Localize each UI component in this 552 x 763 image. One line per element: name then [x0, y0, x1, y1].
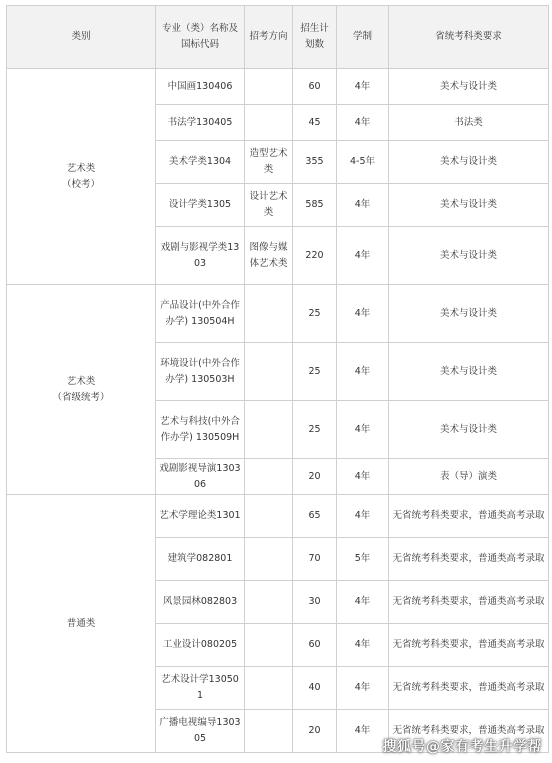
duration-cell: 4年	[337, 459, 389, 495]
header-row	[7, 6, 549, 69]
major-cell: 艺术学理论类1301	[156, 495, 245, 538]
duration-cell: 4年	[337, 401, 389, 459]
table-row	[7, 495, 549, 538]
exam-cell: 书法类	[389, 105, 549, 141]
plan-cell: 65	[293, 495, 337, 538]
direction-cell	[245, 495, 293, 538]
plan-cell: 70	[293, 538, 337, 581]
plan-cell: 60	[293, 624, 337, 667]
direction-cell	[245, 624, 293, 667]
direction-cell	[245, 459, 293, 495]
major-cell: 中国画130406	[156, 69, 245, 105]
exam-cell: 美术与设计类	[389, 184, 549, 227]
direction-cell	[245, 285, 293, 343]
category-cell: 普通类	[7, 495, 156, 753]
duration-cell: 4年	[337, 343, 389, 401]
exam-cell: 美术与设计类	[389, 69, 549, 105]
table-row	[7, 69, 549, 105]
exam-cell: 无省统考科类要求，普通类高考录取	[389, 667, 549, 710]
category-cell: 艺术类 （校考）	[7, 69, 156, 285]
direction-cell	[245, 581, 293, 624]
major-cell: 环境设计(中外合作办学) 130503H	[156, 343, 245, 401]
direction-cell	[245, 538, 293, 581]
exam-cell: 无省统考科类要求，普通类高考录取	[389, 710, 549, 753]
plan-cell: 45	[293, 105, 337, 141]
plan-cell: 355	[293, 141, 337, 184]
header-plan: 招生计划数	[293, 6, 337, 69]
plan-cell: 25	[293, 343, 337, 401]
direction-cell	[245, 69, 293, 105]
exam-cell: 美术与设计类	[389, 285, 549, 343]
direction-cell: 设计艺术类	[245, 184, 293, 227]
header-major: 专业（类）名称及国标代码	[156, 6, 245, 69]
major-cell: 产品设计(中外合作办学) 130504H	[156, 285, 245, 343]
major-cell: 风景园林082803	[156, 581, 245, 624]
exam-cell: 美术与设计类	[389, 141, 549, 184]
duration-cell: 4年	[337, 495, 389, 538]
header-exam: 省统考科类要求	[389, 6, 549, 69]
direction-cell	[245, 343, 293, 401]
admissions-table	[6, 5, 549, 753]
exam-cell: 无省统考科类要求，普通类高考录取	[389, 538, 549, 581]
duration-cell: 4年	[337, 710, 389, 753]
duration-cell: 5年	[337, 538, 389, 581]
duration-cell: 4年	[337, 667, 389, 710]
duration-cell: 4年	[337, 105, 389, 141]
table-row	[7, 285, 549, 343]
plan-cell: 20	[293, 459, 337, 495]
major-cell: 美术学类1304	[156, 141, 245, 184]
exam-cell: 无省统考科类要求，普通类高考录取	[389, 581, 549, 624]
plan-cell: 60	[293, 69, 337, 105]
plan-cell: 220	[293, 227, 337, 285]
major-cell: 书法学130405	[156, 105, 245, 141]
major-cell: 艺术设计学130501	[156, 667, 245, 710]
direction-cell: 图像与媒体艺术类	[245, 227, 293, 285]
exam-cell: 美术与设计类	[389, 227, 549, 285]
major-cell: 设计学类1305	[156, 184, 245, 227]
direction-cell	[245, 401, 293, 459]
exam-cell: 美术与设计类	[389, 401, 549, 459]
direction-cell	[245, 105, 293, 141]
exam-cell: 无省统考科类要求，普通类高考录取	[389, 495, 549, 538]
plan-cell: 20	[293, 710, 337, 753]
duration-cell: 4年	[337, 624, 389, 667]
duration-cell: 4年	[337, 285, 389, 343]
exam-cell: 表（导）演类	[389, 459, 549, 495]
direction-cell	[245, 667, 293, 710]
major-cell: 艺术与科技(中外合作办学) 130509H	[156, 401, 245, 459]
header-duration: 学制	[337, 6, 389, 69]
category-cell: 艺术类 （省级统考）	[7, 285, 156, 495]
plan-cell: 585	[293, 184, 337, 227]
plan-cell: 25	[293, 285, 337, 343]
plan-cell: 40	[293, 667, 337, 710]
duration-cell: 4-5年	[337, 141, 389, 184]
header-direction: 招考方向	[245, 6, 293, 69]
exam-cell: 无省统考科类要求，普通类高考录取	[389, 624, 549, 667]
plan-cell: 25	[293, 401, 337, 459]
major-cell: 广播电视编导130305	[156, 710, 245, 753]
duration-cell: 4年	[337, 581, 389, 624]
header-category: 类别	[7, 6, 156, 69]
duration-cell: 4年	[337, 184, 389, 227]
major-cell: 工业设计080205	[156, 624, 245, 667]
plan-cell: 30	[293, 581, 337, 624]
table-body	[7, 69, 549, 753]
major-cell: 戏剧影视导演130306	[156, 459, 245, 495]
direction-cell: 造型艺术类	[245, 141, 293, 184]
exam-cell: 美术与设计类	[389, 343, 549, 401]
watermark: 搜狐号@家有考生升学帮	[382, 739, 542, 755]
duration-cell: 4年	[337, 227, 389, 285]
duration-cell: 4年	[337, 69, 389, 105]
major-cell: 建筑学082801	[156, 538, 245, 581]
major-cell: 戏剧与影视学类1303	[156, 227, 245, 285]
direction-cell	[245, 710, 293, 753]
